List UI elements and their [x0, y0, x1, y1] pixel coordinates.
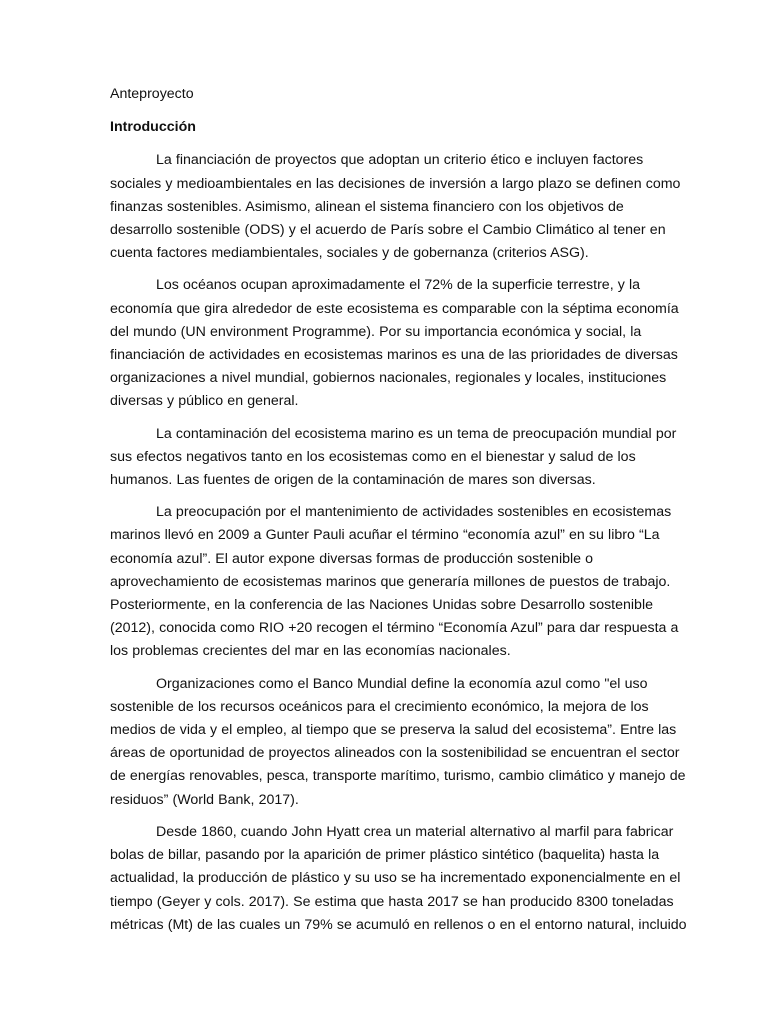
paragraph-finanzas-sostenibles: La financiación de proyectos que adoptan un criterio ético e incluyen factores sociales y medioambientales en las decisiones de inversión a largo plazo se definen como finanzas sostenibles. Asimismo, alinean el sistema financiero con los objetivos de desarrollo sostenible (ODS) y el acuerdo de París sobre el Cambio Climático al tener en cuenta factores mediambientales, sociales y de gobernanza (criterios ASG).: [110, 152, 681, 262]
document-page: [110, 83, 690, 946]
paragraph-contaminacion: La contaminación del ecosistema marino es un tema de preocupación mundial por sus efectos negativos tanto en los ecosistemas como en el bienestar y salud de los humanos. Las fuentes de origen de la contaminación de mares son diversas.: [110, 425, 677, 489]
paragraph-plastico: Desde 1860, cuando John Hyatt crea un material alternativo al marfil para fabricar bolas de billar, pasando por la aparición de primer plástico sintético (baquelita) hasta la actualidad, la producción de plástico y su uso se ha incrementado exponencialmente en el tiempo (Geyer y cols. 2017). Se estima que hasta 2017 se han producido 8300 toneladas métricas (Mt) de las cuales un 79% se acumuló en rellenos o en el entorno natural, incluido: [110, 823, 687, 933]
document-title: Anteproyecto: [110, 86, 194, 102]
section-heading-introduccion: Introducción: [110, 119, 196, 136]
paragraph-banco-mundial: Organizaciones como el Banco Mundial define la economía azul como "el uso sostenible de los recursos oceánicos para el crecimiento económico, la mejora de los medios de vida y el empleo, al tiempo que se preserva la salud del ecosistema”. Entre las áreas de oportunidad de proyectos alineados con la sostenibilidad se encuentran el sector de energías renovables, pesca, transporte marítimo, turismo, cambio climático y manejo de residuos” (World Bank, 2017).: [110, 675, 686, 808]
paragraph-oceanos: Los océanos ocupan aproximadamente el 72% de la superficie terrestre, y la economía que gira alrededor de este ecosistema es comparable con la séptima economía del mundo (UN environment Programme). Por su importancia económica y social, la financiación de actividades en ecosistemas marinos es una de las prioridades de diversas organizaciones a nivel mundial, gobiernos nacionales, regionales y locales, instituciones diversas y público en general.: [110, 277, 679, 410]
paragraph-economia-azul: La preocupación por el mantenimiento de actividades sostenibles en ecosistemas marinos llevó en 2009 a Gunter Pauli acuñar el término “economía azul” en su libro “La economía azul”. El autor expone diversas formas de producción sostenible o aprovechamiento de ecosistemas marinos que generaría millones de puestos de trabajo. Posteriormente, en la conferencia de las Naciones Unidas sobre Desarrollo sostenible (2012), conocida como RIO +20 recogen el término “Economía Azul” para dar respuesta a los problemas crecientes del mar en las economías nacionales.: [110, 504, 679, 660]
